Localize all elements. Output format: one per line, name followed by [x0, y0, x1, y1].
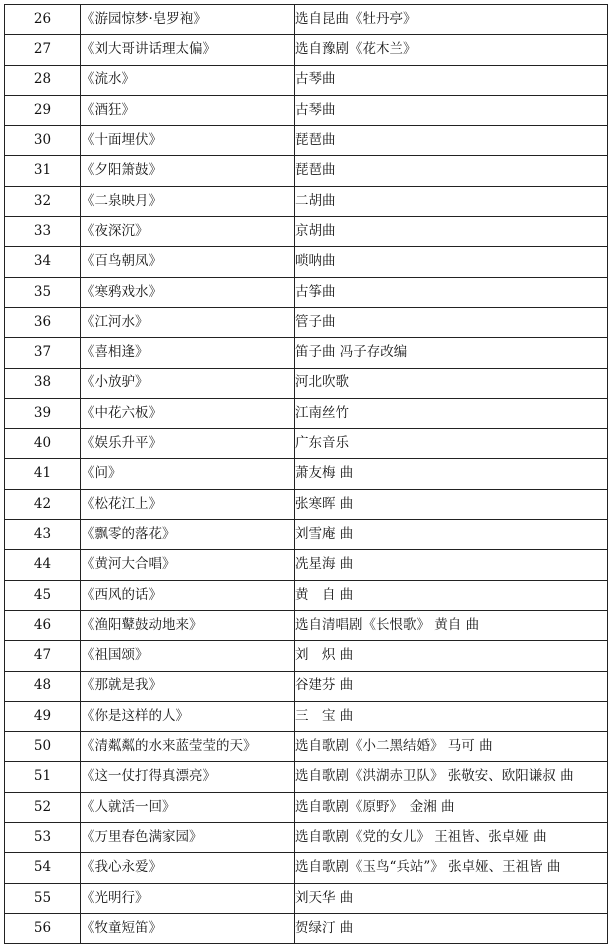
row-number: 53 [5, 823, 81, 853]
work-source: 三 宝 曲 [295, 701, 608, 731]
table-row [5, 65, 608, 95]
table-row [5, 853, 608, 883]
row-number: 49 [5, 701, 81, 731]
work-title: 《飘零的落花》 [81, 520, 295, 550]
row-number: 34 [5, 247, 81, 277]
table-row [5, 247, 608, 277]
row-number: 33 [5, 217, 81, 247]
work-title: 《寒鸦戏水》 [81, 277, 295, 307]
work-title: 《小放驴》 [81, 368, 295, 398]
work-source: 选自豫剧《花木兰》 [295, 35, 608, 65]
row-number: 45 [5, 580, 81, 610]
work-source: 江南丝竹 [295, 398, 608, 428]
row-number: 48 [5, 671, 81, 701]
row-number: 36 [5, 307, 81, 337]
work-source: 京胡曲 [295, 217, 608, 247]
work-source: 选自歌剧《小二黑结婚》 马可 曲 [295, 732, 608, 762]
work-title: 《流水》 [81, 65, 295, 95]
work-title: 《光明行》 [81, 883, 295, 913]
work-source: 唢呐曲 [295, 247, 608, 277]
table-row [5, 883, 608, 913]
work-title: 《祖国颂》 [81, 641, 295, 671]
table-body [5, 5, 608, 944]
work-source: 琵琶曲 [295, 126, 608, 156]
row-number: 28 [5, 65, 81, 95]
work-source: 二胡曲 [295, 186, 608, 216]
row-number: 47 [5, 641, 81, 671]
table-row [5, 95, 608, 125]
work-title: 《中花六板》 [81, 398, 295, 428]
work-source: 琵琶曲 [295, 156, 608, 186]
work-title: 《你是这样的人》 [81, 701, 295, 731]
work-title: 《游园惊梦·皂罗袍》 [81, 5, 295, 35]
music-works-table [4, 4, 608, 944]
work-source: 选自歌剧《玉鸟“兵站”》 张卓娅、王祖皆 曲 [295, 853, 608, 883]
row-number: 43 [5, 520, 81, 550]
row-number: 32 [5, 186, 81, 216]
work-title: 《二泉映月》 [81, 186, 295, 216]
work-title: 《万里春色满家园》 [81, 823, 295, 853]
table-row [5, 489, 608, 519]
work-source: 选自昆曲《牡丹亭》 [295, 5, 608, 35]
row-number: 52 [5, 792, 81, 822]
row-number: 35 [5, 277, 81, 307]
row-number: 37 [5, 338, 81, 368]
work-source: 选自歌剧《党的女儿》 王祖皆、张卓娅 曲 [295, 823, 608, 853]
table-row [5, 429, 608, 459]
table-row [5, 5, 608, 35]
row-number: 44 [5, 550, 81, 580]
work-title: 《喜相逢》 [81, 338, 295, 368]
work-title: 《娱乐升平》 [81, 429, 295, 459]
work-title: 《牧童短笛》 [81, 913, 295, 943]
work-title: 《百鸟朝凤》 [81, 247, 295, 277]
work-source: 冼星海 曲 [295, 550, 608, 580]
work-title: 《西风的话》 [81, 580, 295, 610]
table-row [5, 307, 608, 337]
table-row [5, 126, 608, 156]
row-number: 40 [5, 429, 81, 459]
row-number: 26 [5, 5, 81, 35]
work-source: 贺绿汀 曲 [295, 913, 608, 943]
work-source: 选自歌剧《洪湖赤卫队》 张敬安、欧阳谦叔 曲 [295, 762, 608, 792]
work-source: 古筝曲 [295, 277, 608, 307]
row-number: 50 [5, 732, 81, 762]
table-row [5, 35, 608, 65]
row-number: 39 [5, 398, 81, 428]
table-row [5, 792, 608, 822]
row-number: 29 [5, 95, 81, 125]
work-source: 古琴曲 [295, 95, 608, 125]
table-row [5, 610, 608, 640]
work-source: 萧友梅 曲 [295, 459, 608, 489]
work-title: 《夕阳箫鼓》 [81, 156, 295, 186]
table-row [5, 701, 608, 731]
row-number: 30 [5, 126, 81, 156]
work-source: 刘雪庵 曲 [295, 520, 608, 550]
work-title: 《十面埋伏》 [81, 126, 295, 156]
table-row [5, 762, 608, 792]
table-row [5, 520, 608, 550]
table-row [5, 580, 608, 610]
work-title: 《那就是我》 [81, 671, 295, 701]
work-title: 《这一仗打得真漂亮》 [81, 762, 295, 792]
row-number: 46 [5, 610, 81, 640]
work-source: 古琴曲 [295, 65, 608, 95]
work-title: 《问》 [81, 459, 295, 489]
work-source: 河北吹歌 [295, 368, 608, 398]
table-row [5, 398, 608, 428]
work-title: 《黄河大合唱》 [81, 550, 295, 580]
work-source: 笛子曲 冯子存改编 [295, 338, 608, 368]
row-number: 54 [5, 853, 81, 883]
work-title: 《渔阳鼙鼓动地来》 [81, 610, 295, 640]
work-source: 选自清唱剧《长恨歌》 黄自 曲 [295, 610, 608, 640]
table-row [5, 459, 608, 489]
table-row [5, 550, 608, 580]
work-source: 张寒晖 曲 [295, 489, 608, 519]
work-title: 《江河水》 [81, 307, 295, 337]
row-number: 31 [5, 156, 81, 186]
table-row [5, 671, 608, 701]
row-number: 51 [5, 762, 81, 792]
table-row [5, 732, 608, 762]
table-row [5, 913, 608, 943]
work-title: 《酒狂》 [81, 95, 295, 125]
table-row [5, 368, 608, 398]
work-title: 《刘大哥讲话理太偏》 [81, 35, 295, 65]
work-title: 《人就活一回》 [81, 792, 295, 822]
table-row [5, 217, 608, 247]
work-source: 刘 炽 曲 [295, 641, 608, 671]
work-source: 刘天华 曲 [295, 883, 608, 913]
work-title: 《松花江上》 [81, 489, 295, 519]
table-row [5, 186, 608, 216]
row-number: 38 [5, 368, 81, 398]
row-number: 55 [5, 883, 81, 913]
work-source: 谷建芬 曲 [295, 671, 608, 701]
work-source: 管子曲 [295, 307, 608, 337]
row-number: 27 [5, 35, 81, 65]
work-source: 黄 自 曲 [295, 580, 608, 610]
work-title: 《夜深沉》 [81, 217, 295, 247]
work-source: 广东音乐 [295, 429, 608, 459]
table-row [5, 277, 608, 307]
table-row [5, 156, 608, 186]
work-title: 《清粼粼的水来蓝莹莹的天》 [81, 732, 295, 762]
row-number: 41 [5, 459, 81, 489]
table-row [5, 823, 608, 853]
work-source: 选自歌剧《原野》 金湘 曲 [295, 792, 608, 822]
work-title: 《我心永爱》 [81, 853, 295, 883]
table-row [5, 338, 608, 368]
row-number: 42 [5, 489, 81, 519]
row-number: 56 [5, 913, 81, 943]
table-row [5, 641, 608, 671]
